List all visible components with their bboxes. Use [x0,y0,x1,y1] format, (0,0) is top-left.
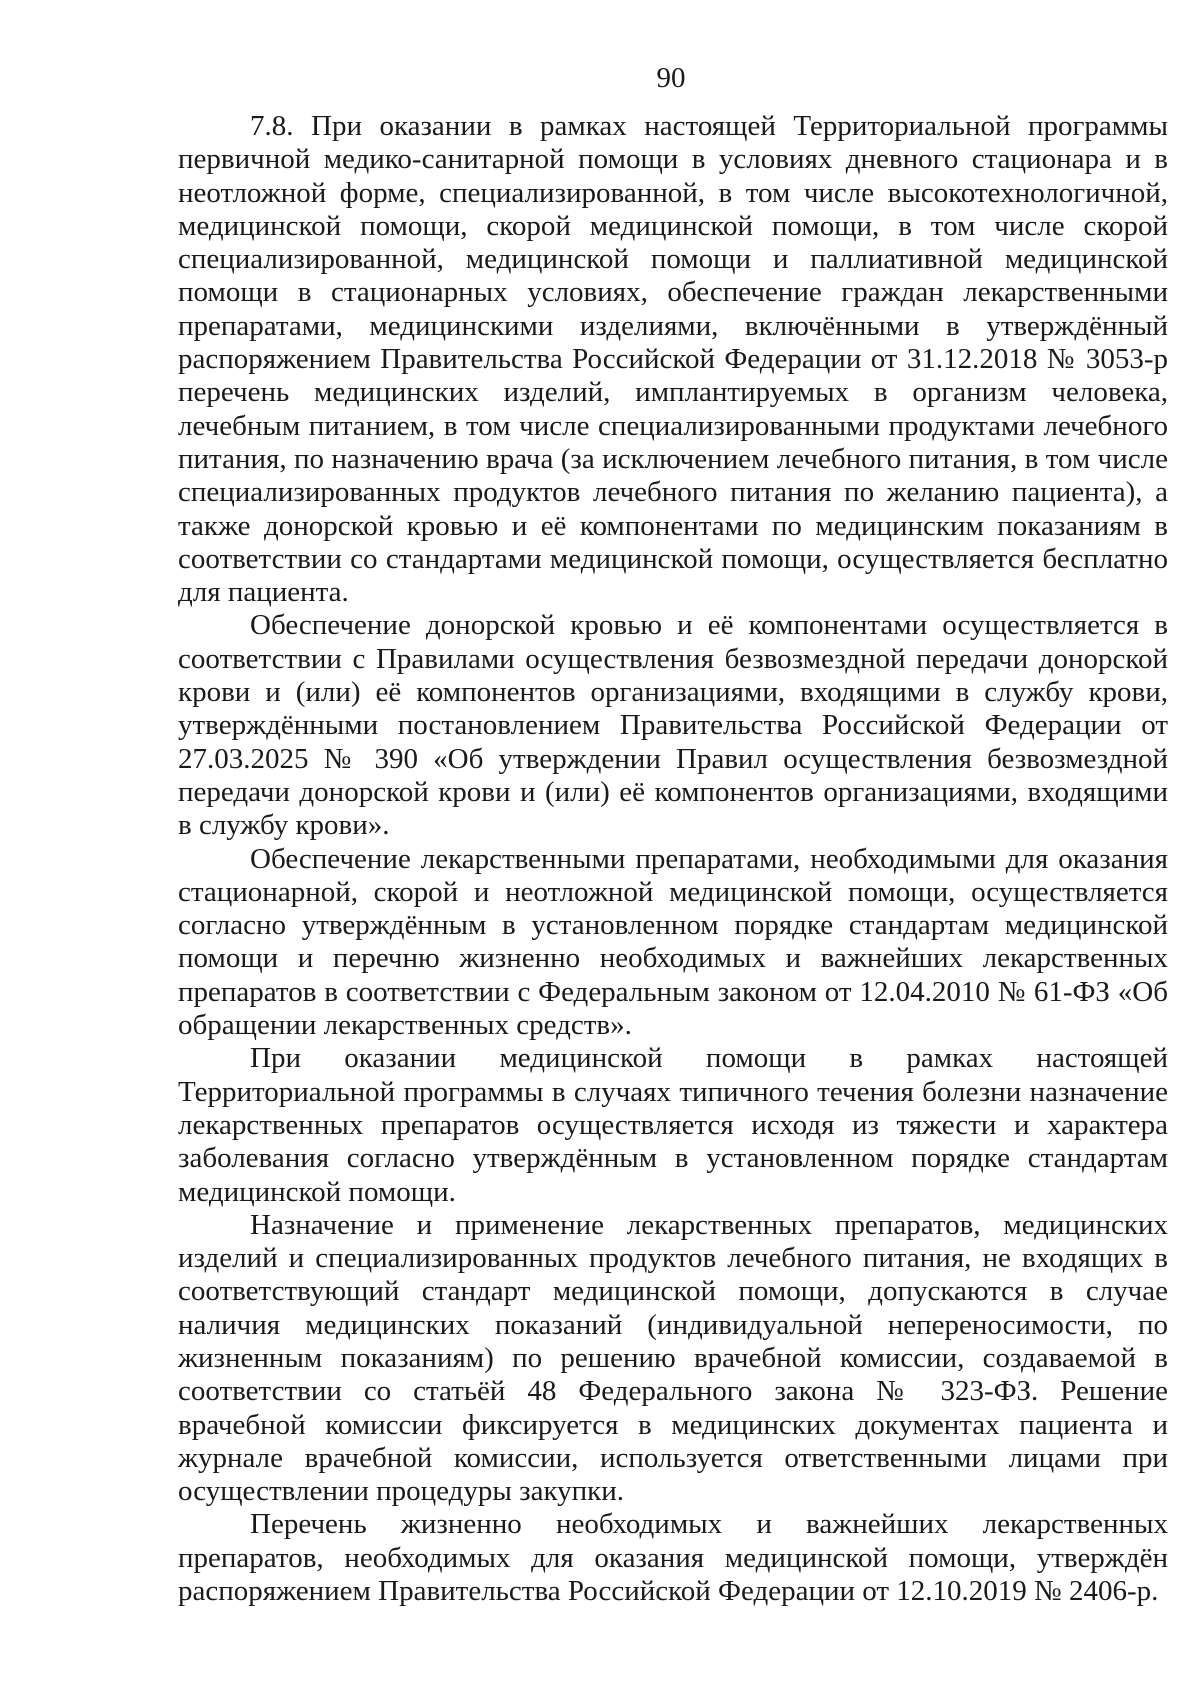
paragraph-drug-supply: Обеспечение лекарственными препаратами, необходимыми для оказания стационарной, скорой и неотложной медицинской помощи, осуществляется согласно утверждённым в установленном порядке стандартам медицинской помощи и перечню жизненно необходимых и важнейших лекарственных препаратов в соответствии с Федеральным законом от 12.04.2010 № 61-ФЗ «Об обращении лекарственных средств». [178,842,1168,1042]
paragraph-donor-blood: Обеспечение донорской кровью и её компонентами осуществляется в соответствии с Правилами осуществления безвозмездной передачи донорской крови и (или) её компонентов организациями, входящими в службу крови, утверждёнными постановлением Правительства Российской Федерации от 27.03.2025 № 390 «Об утверждении Правил осуществления безвозмездной передачи донорской крови и (или) её компонентов организациями, входящими в службу крови». [178,609,1168,842]
paragraph-7-8: 7.8. При оказании в рамках настоящей Территориальной программы первичной медико-санитарной помощи в условиях дневного стационара и в неотложной форме, специализированной, в том числе высокотехнологичной, медицинской помощи, скорой медицинской помощи, в том числе скорой специализированной, медицинской помощи и паллиативной медицинской помощи в стационарных условиях, обеспечение граждан лекарственными препаратами, медицинскими изделиями, включёнными в утверждённый распоряжением Правительства Российской Федерации от 31.12.2018 № 3053-р перечень медицинских изделий, имплантируемых в организм человека, лечебным питанием, в том числе специализированными продуктами лечебного питания, по назначению врача (за исключением лечебного питания, в том числе специализированных продуктов лечебного питания по желанию пациента), а также донорской кровью и её компонентами по медицинским показаниям в соответствии со стандартами медицинской помощи, осуществляется бесплатно для пациента. [178,110,1168,609]
document-body [178,110,1168,1608]
paragraph-commission-decision: Назначение и применение лекарственных препаратов, медицинских изделий и специализированных продуктов лечебного питания, не входящих в соответствующий стандарт медицинской помощи, допускаются в случае наличия медицинских показаний (индивидуальной непереносимости, по жизненным показаниям) по решению врачебной комиссии, создаваемой в соответствии со статьёй 48 Федерального закона № 323-ФЗ. Решение врачебной комиссии фиксируется в медицинских документах пациента и журнале врачебной комиссии, используется ответственными лицами при осуществлении процедуры закупки. [178,1208,1168,1508]
paragraph-drug-prescription: При оказании медицинской помощи в рамках настоящей Территориальной программы в случаях типичного течения болезни назначение лекарственных препаратов осуществляется исходя из тяжести и характера заболевания согласно утверждённым в установленном порядке стандартам медицинской помощи. [178,1042,1168,1208]
paragraph-essential-drugs-list: Перечень жизненно необходимых и важнейших лекарственных препаратов, необходимых для оказания медицинской помощи, утверждён распоряжением Правительства Российской Федерации от 12.10.2019 № 2406-р. [178,1508,1168,1608]
page-number: 90 [656,62,686,94]
